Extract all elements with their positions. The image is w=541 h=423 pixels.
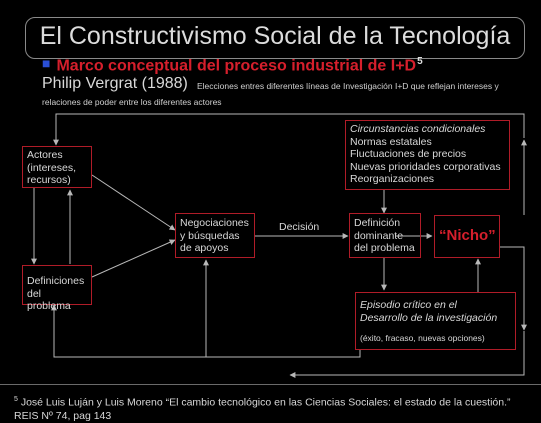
negociaciones-line2: y búsquedas	[180, 229, 240, 242]
episodio-box	[355, 292, 516, 350]
decision-label: Decisión	[279, 221, 320, 233]
circunstancias-item: Reorganizaciones	[350, 173, 435, 185]
circunstancias-box	[345, 120, 510, 190]
definiciones-box	[22, 265, 92, 312]
negociaciones-line3: de apoyos	[180, 242, 229, 254]
circunstancias-title: Circunstancias condicionales	[350, 123, 486, 135]
subtitle-footnote-ref: 5	[417, 56, 423, 67]
slide-subtitle: Marco conceptual del proceso industrial de I+D	[56, 57, 417, 75]
definicion-dominante-line3: del problema	[354, 242, 415, 254]
actores-line3: recursos)	[27, 174, 71, 186]
definicion-dominante-line1: Definición	[354, 217, 401, 229]
definiciones-line1: Definiciones	[27, 275, 85, 287]
footnote	[14, 393, 511, 423]
footnote-line1: José Luis Luján y Luis Moreno “El cambio tecnológico en las Ciencias Sociales: el estado de la cuestión.”	[20, 396, 511, 409]
arrow-episodio-negociaciones	[206, 260, 360, 357]
author-label: Philip Vergrat (1988)	[42, 75, 188, 92]
arrow-actores-negociaciones	[92, 175, 175, 230]
circunstancias-item: Fluctuaciones de precios	[350, 148, 467, 160]
slide-title: El Constructivismo Social de la Tecnología	[39, 22, 511, 50]
actores-box	[22, 146, 92, 188]
episodio-line1: Episodio crítico en el	[360, 299, 457, 311]
nicho-label: “Nicho”	[439, 227, 496, 244]
episodio-line2: Desarrollo de la investigación	[360, 311, 498, 324]
author-note-line1: Elecciones entres diferentes líneas de Investigación I+D que reflejan intereses y	[197, 81, 499, 91]
actores-line2: (intereses,	[27, 161, 77, 174]
footnote-line2: REIS Nº 74, pag 143	[14, 409, 112, 422]
bullet-icon: ■	[42, 55, 51, 72]
definicion-dominante-box	[349, 213, 421, 258]
circunstancias-item: Normas estatales	[350, 135, 432, 148]
arrow-bottom-definiciones	[54, 305, 206, 357]
nicho-box	[434, 215, 500, 258]
arrow-definiciones-negociaciones	[92, 240, 175, 277]
circunstancias-item: Nuevas prioridades corporativas	[350, 160, 501, 173]
footer-divider	[0, 384, 541, 385]
actores-line1: Actores	[27, 149, 63, 161]
negociaciones-box	[175, 213, 255, 258]
definiciones-line2: del problema	[27, 287, 71, 312]
negociaciones-line1: Negociaciones	[180, 217, 249, 229]
definicion-dominante-line2: dominante	[354, 229, 404, 242]
author-note-line2: relaciones de poder entre los diferentes actores	[42, 97, 222, 107]
footnote-marker: 5	[14, 396, 18, 403]
episodio-note: (éxito, fracaso, nuevas opciones)	[360, 333, 485, 343]
